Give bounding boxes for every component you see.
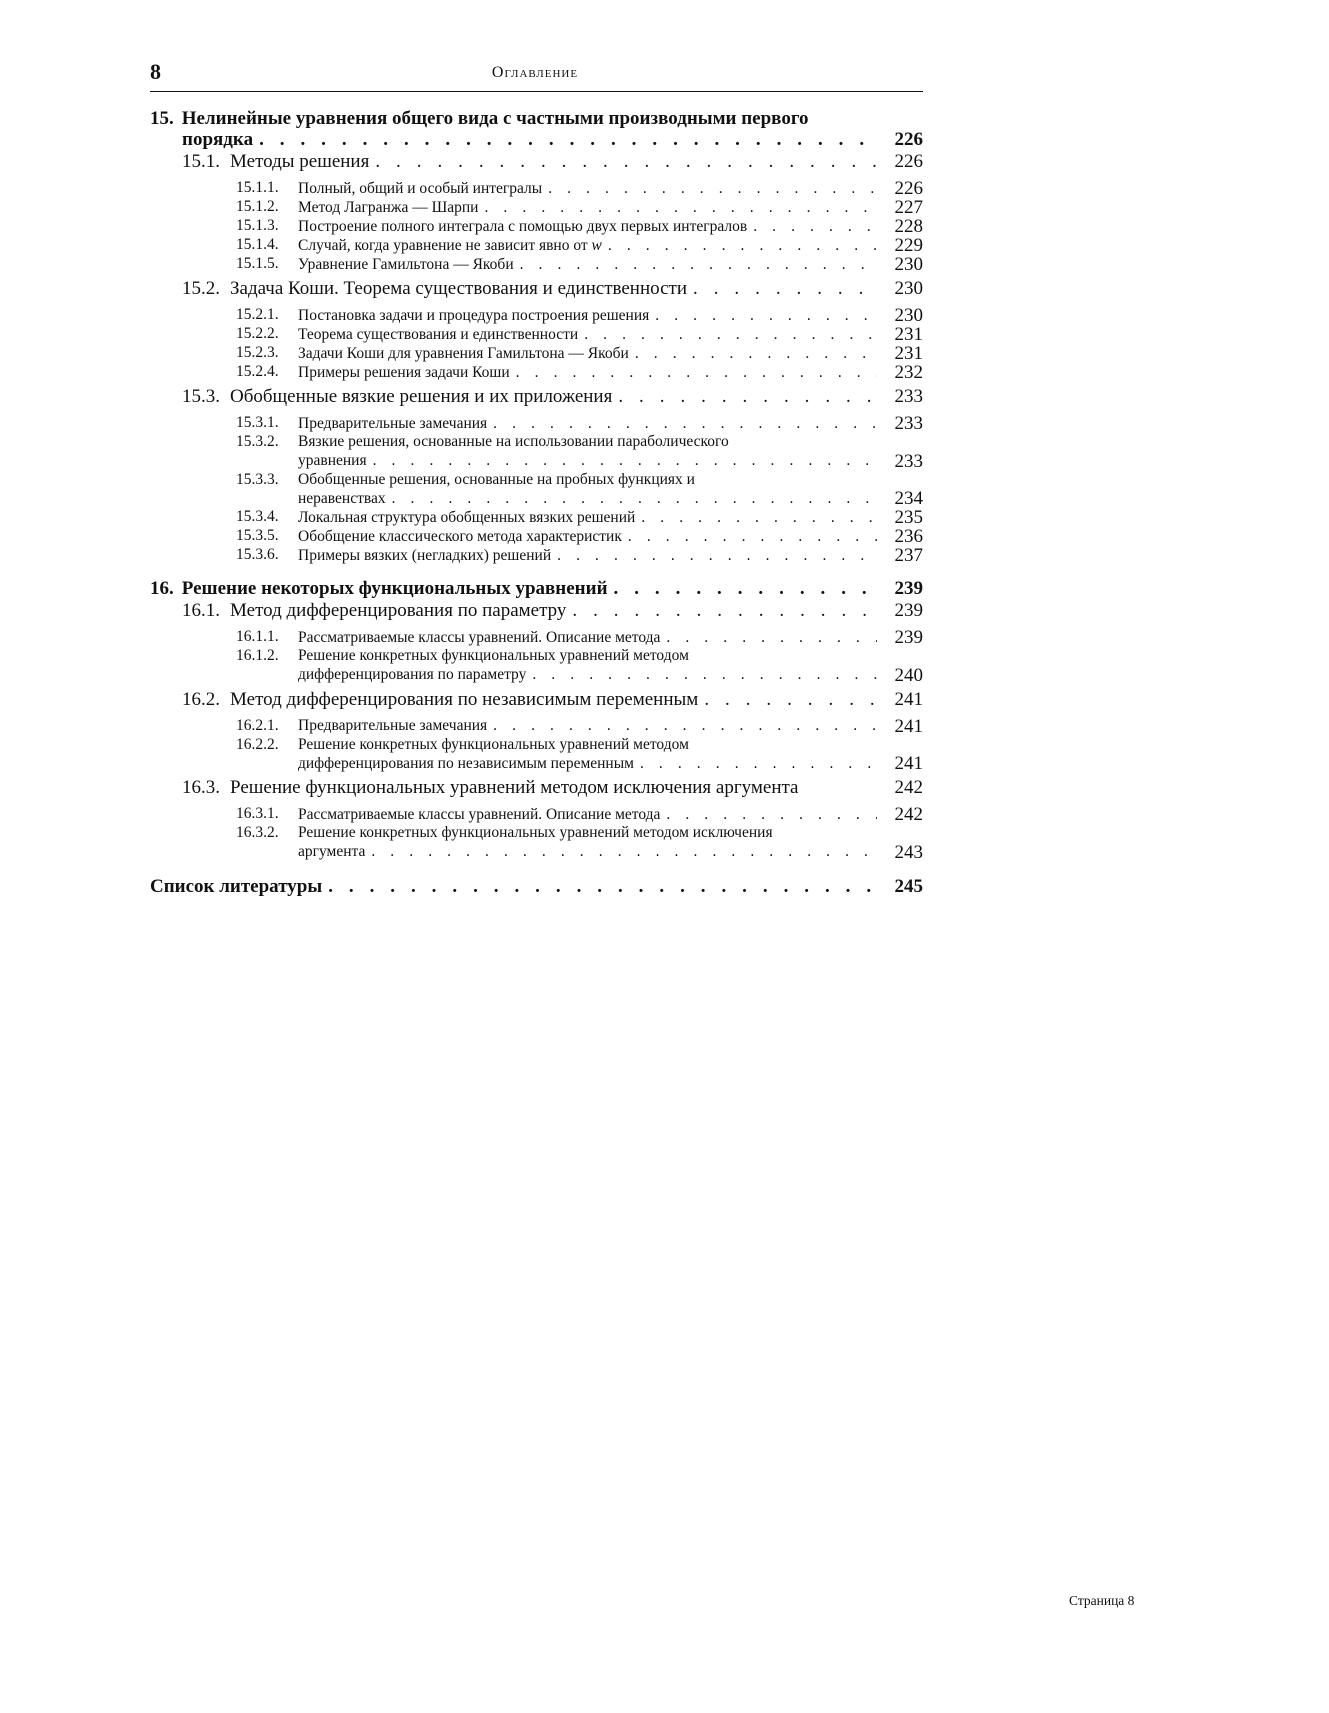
subsection-title: Рассматриваемые классы уравнений. Описание метода bbox=[298, 628, 661, 646]
table-of-contents bbox=[150, 108, 923, 897]
page-ref: 234 bbox=[894, 488, 923, 509]
toc-subsection-15-3-4[interactable] bbox=[150, 508, 923, 527]
page-ref: 228 bbox=[894, 216, 923, 237]
toc-subsection-15-3-5[interactable] bbox=[150, 527, 923, 546]
page-ref: 245 bbox=[894, 875, 923, 897]
leader-dots bbox=[578, 326, 877, 345]
toc-subsection-15-3-1[interactable] bbox=[150, 414, 923, 433]
subsection-title: Решение конкретных функциональных уравнений методом исключения bbox=[298, 824, 773, 841]
subsection-title: Предварительные замечания bbox=[298, 414, 488, 432]
page-ref: 229 bbox=[894, 235, 923, 256]
subsection-number: 16.3.1. bbox=[236, 805, 279, 822]
leader-dots bbox=[487, 415, 877, 434]
subsection-number: 16.1.1. bbox=[236, 628, 279, 645]
leader-dots bbox=[634, 755, 877, 774]
page-ref: 226 bbox=[894, 178, 923, 199]
leader-dots bbox=[635, 509, 877, 528]
leader-dots bbox=[566, 600, 877, 622]
subsection-number: 15.3.4. bbox=[236, 508, 279, 525]
subsection-title: Решение конкретных функциональных уравнений методом bbox=[298, 647, 689, 664]
toc-section-15-3[interactable] bbox=[150, 386, 923, 408]
toc-subsection-16-1-1[interactable] bbox=[150, 628, 923, 647]
toc-subsection-15-2-1[interactable] bbox=[150, 306, 923, 325]
toc-section-15-1[interactable] bbox=[150, 151, 923, 173]
section-title: Решение функциональных уравнений методом исключения аргумента bbox=[230, 777, 799, 798]
chapter-title-cont: порядка bbox=[182, 129, 254, 150]
page-ref: 241 bbox=[894, 715, 923, 737]
subsection-title-cont: уравнения bbox=[298, 452, 367, 469]
subsection-title: Рассматриваемые классы уравнений. Описание метода bbox=[298, 805, 661, 823]
subsection-title: Постановка задачи и процедура построения решения bbox=[298, 306, 650, 324]
leader-dots bbox=[510, 364, 877, 383]
subsection-title-cont: дифференцирования по параметру bbox=[298, 666, 527, 683]
chapter-number: 16. bbox=[150, 578, 174, 599]
leader-dots bbox=[608, 578, 877, 599]
page-ref: 232 bbox=[894, 362, 923, 383]
running-title: Оглавление bbox=[491, 64, 579, 81]
subsection-title: Примеры решения задачи Коши bbox=[298, 363, 510, 381]
toc-subsection-16-2-2[interactable] bbox=[150, 736, 923, 774]
section-number: 16.3. bbox=[182, 777, 220, 798]
subsection-title: Полный, общий и особый интегралы bbox=[298, 179, 543, 197]
leader-dots bbox=[526, 666, 877, 685]
toc-subsection-16-3-2[interactable] bbox=[150, 824, 923, 862]
leader-dots bbox=[478, 199, 877, 218]
leader-dots bbox=[386, 490, 877, 509]
bibliography-title: Список литературы bbox=[150, 875, 323, 897]
toc-subsection-15-3-3[interactable] bbox=[150, 471, 923, 509]
leader-dots bbox=[542, 180, 877, 199]
section-title: Методы решения bbox=[230, 151, 370, 172]
toc-chapter-16[interactable] bbox=[150, 578, 923, 599]
subsection-number: 15.1.2. bbox=[236, 198, 279, 215]
page-ref: 242 bbox=[894, 777, 923, 798]
page-ref: 231 bbox=[894, 343, 923, 364]
toc-subsection-16-2-1[interactable] bbox=[150, 717, 923, 736]
leader-dots bbox=[622, 528, 877, 547]
subsection-title-cont: аргумента bbox=[298, 843, 366, 860]
leader-dots bbox=[629, 345, 877, 364]
subsection-number: 15.1.5. bbox=[236, 255, 279, 272]
page-ref: 239 bbox=[894, 627, 923, 648]
leader-dots bbox=[365, 843, 877, 862]
toc-section-16-2[interactable] bbox=[150, 689, 923, 711]
subsection-number: 15.2.3. bbox=[236, 344, 279, 361]
subsection-title: Задачи Коши для уравнения Гамильтона — Якоби bbox=[298, 344, 629, 362]
subsection-title: Примеры вязких (негладких) решений bbox=[298, 546, 552, 564]
leader-dots bbox=[514, 256, 877, 275]
toc-section-16-3[interactable] bbox=[150, 777, 923, 799]
toc-subsection-15-1-1[interactable] bbox=[150, 179, 923, 198]
leader-dots bbox=[367, 452, 877, 471]
toc-section-16-1[interactable] bbox=[150, 600, 923, 622]
leader-dots bbox=[322, 876, 877, 897]
toc-subsection-15-3-2[interactable] bbox=[150, 433, 923, 471]
page-ref: 235 bbox=[894, 507, 923, 528]
subsection-number: 15.3.1. bbox=[236, 414, 279, 431]
leader-dots bbox=[660, 629, 877, 648]
page-ref: 241 bbox=[894, 753, 923, 774]
toc-subsection-15-2-4[interactable] bbox=[150, 363, 923, 382]
subsection-title: Теорема существования и единственности bbox=[298, 325, 579, 343]
toc-subsection-15-1-2[interactable] bbox=[150, 198, 923, 217]
subsection-title: Метод Лагранжа — Шарпи bbox=[298, 198, 479, 216]
toc-subsection-15-2-3[interactable] bbox=[150, 344, 923, 363]
page-ref: 239 bbox=[894, 578, 923, 599]
subsection-number: 16.1.2. bbox=[236, 647, 279, 664]
leader-dots bbox=[747, 218, 877, 237]
page-ref: 242 bbox=[894, 804, 923, 825]
subsection-title: Предварительные замечания bbox=[298, 717, 488, 734]
page-ref: 239 bbox=[894, 600, 923, 621]
toc-subsection-16-3-1[interactable] bbox=[150, 805, 923, 824]
toc-subsection-15-1-3[interactable] bbox=[150, 217, 923, 236]
leader-dots bbox=[612, 386, 877, 408]
chapter-title: Решение некоторых функциональных уравнений bbox=[181, 578, 608, 599]
subsection-title: Уравнение Гамильтона — Якоби bbox=[298, 255, 514, 273]
page-ref: 236 bbox=[894, 526, 923, 547]
page-ref: 233 bbox=[894, 450, 923, 472]
subsection-title-cont: неравенствах bbox=[298, 489, 386, 507]
toc-subsection-15-1-5[interactable] bbox=[150, 255, 923, 274]
section-number: 16.2. bbox=[182, 688, 220, 710]
page-ref: 230 bbox=[894, 305, 923, 326]
subsection-title-cont: дифференцирования по независимым переменным bbox=[298, 754, 634, 772]
leader-dots bbox=[369, 151, 877, 173]
page-ref: 231 bbox=[894, 324, 923, 345]
subsection-number: 15.1.1. bbox=[236, 179, 279, 196]
subsection-number: 15.2.2. bbox=[236, 325, 279, 342]
subsection-number: 15.2.4. bbox=[236, 363, 279, 380]
page-ref: 230 bbox=[894, 254, 923, 275]
subsection-title: Решение конкретных функциональных уравнений методом bbox=[298, 735, 689, 753]
leader-dots bbox=[602, 237, 877, 256]
subsection-title: Обобщение классического метода характеристик bbox=[298, 527, 622, 545]
subsection-number: 15.2.1. bbox=[236, 306, 279, 323]
section-title: Задача Коши. Теорема существования и единственности bbox=[230, 278, 688, 299]
footer-page-label: Страница 8 bbox=[1069, 1593, 1135, 1608]
subsection-number: 16.2.2. bbox=[236, 735, 279, 753]
leader-dots bbox=[698, 689, 877, 711]
page-ref: 240 bbox=[894, 664, 923, 686]
toc-section-15-2[interactable] bbox=[150, 278, 923, 300]
subsection-title: Локальная структура обобщенных вязких решений bbox=[298, 508, 636, 526]
subsection-number: 16.3.2. bbox=[236, 824, 279, 841]
subsection-number: 15.3.5. bbox=[236, 527, 279, 544]
subsection-number: 15.3.6. bbox=[236, 546, 279, 563]
section-number: 15.2. bbox=[182, 278, 220, 299]
leader-dots bbox=[660, 806, 877, 825]
subsection-title: Обобщенные решения, основанные на пробных функциях и bbox=[298, 470, 695, 488]
toc-subsection-15-1-4[interactable] bbox=[150, 236, 923, 255]
page-ref: 243 bbox=[894, 841, 923, 863]
leader-dots bbox=[649, 307, 877, 326]
page-ref: 241 bbox=[894, 688, 923, 710]
section-number: 15.1. bbox=[182, 151, 220, 172]
section-title: Метод дифференцирования по параметру bbox=[230, 600, 567, 621]
subsection-number: 15.1.3. bbox=[236, 217, 279, 234]
toc-subsection-15-2-2[interactable] bbox=[150, 325, 923, 344]
page-ref: 233 bbox=[894, 413, 923, 434]
subsection-number: 15.3.3. bbox=[236, 470, 279, 488]
page-ref: 230 bbox=[894, 278, 923, 299]
chapter-title: Нелинейные уравнения общего вида с частными производными первого bbox=[181, 108, 809, 129]
toc-bibliography[interactable] bbox=[150, 876, 923, 897]
subsection-title: Случай, когда уравнение не зависит явно от bbox=[298, 236, 588, 254]
page-number: 8 bbox=[150, 59, 161, 84]
page-ref: 227 bbox=[894, 197, 923, 218]
page-ref: 233 bbox=[894, 386, 923, 407]
leader-dots bbox=[487, 717, 877, 736]
section-number: 16.1. bbox=[182, 600, 220, 621]
toc-subsection-16-1-2[interactable] bbox=[150, 647, 923, 685]
toc-subsection-15-3-6[interactable] bbox=[150, 546, 923, 565]
toc-chapter-15[interactable] bbox=[150, 108, 923, 150]
leader-dots bbox=[687, 278, 877, 300]
leader-dots bbox=[551, 547, 877, 566]
section-title: Обобщенные вязкие решения и их приложения bbox=[230, 386, 613, 407]
page-ref: 226 bbox=[894, 129, 923, 150]
subsection-number: 15.3.2. bbox=[236, 433, 279, 450]
subsection-number: 16.2.1. bbox=[236, 716, 279, 734]
subsection-title: Вязкие решения, основанные на использовании параболического bbox=[298, 433, 729, 450]
chapter-number: 15. bbox=[150, 108, 174, 129]
subsection-number: 15.1.4. bbox=[236, 236, 279, 253]
section-number: 15.3. bbox=[182, 386, 220, 407]
leader-dots bbox=[253, 129, 877, 150]
page-ref: 226 bbox=[894, 151, 923, 172]
running-header bbox=[150, 60, 920, 84]
subsection-title: Построение полного интеграла с помощью двух первых интегралов bbox=[298, 217, 748, 235]
header-rule bbox=[150, 91, 923, 92]
math-variable: w bbox=[591, 236, 602, 254]
page-ref: 237 bbox=[894, 545, 923, 566]
section-title: Метод дифференцирования по независимым переменным bbox=[230, 688, 699, 710]
